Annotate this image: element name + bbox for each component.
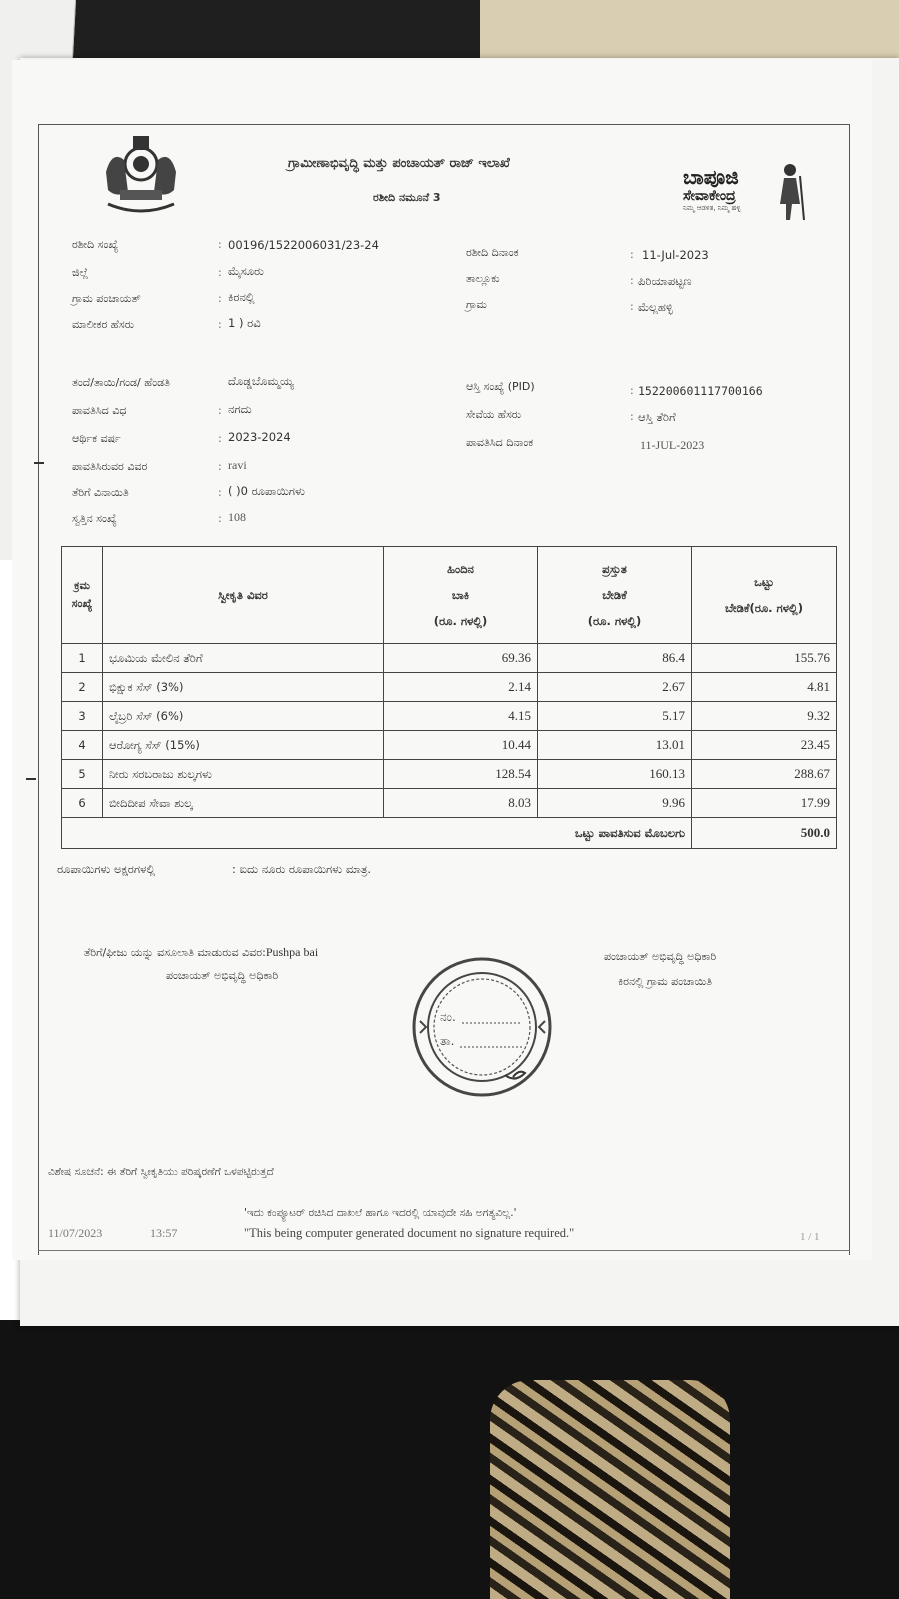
receipt-date-label: ರಶೀದಿ ದಿನಾಂಕ — [466, 246, 519, 259]
colon: : — [218, 266, 222, 279]
print-time: 13:57 — [150, 1226, 178, 1240]
row-curr: 9.96 — [538, 789, 692, 818]
table-row — [62, 789, 837, 818]
receipt-no: 00196/1522006031/23-24 — [228, 238, 379, 252]
officer-office: ಕಿರನಲ್ಲಿ ಗ್ರಾಮ ಪಂಚಾಯಿತಿ — [618, 975, 713, 988]
gram-panchayat: ಕಿರನಲ್ಲಿ — [228, 290, 255, 304]
margin-mark — [34, 462, 44, 464]
row-sn: 4 — [62, 731, 103, 760]
col-current-line1: ಪ್ರಸ್ತುತ — [602, 562, 627, 576]
exemption-label: ತೆರಿಗೆ ವಿನಾಯಿತಿ — [72, 486, 129, 499]
page-number: 1 / 1 — [800, 1231, 820, 1243]
receipt-date: 11-Jul-2023 — [642, 248, 709, 262]
row-sn: 6 — [62, 789, 103, 818]
relation-name: ದೊಡ್ಡಬೊಮ್ಮಯ್ಯ — [228, 374, 294, 388]
panchayat-seal-icon — [410, 955, 555, 1100]
colon: : — [630, 384, 634, 397]
collector-role: ಪಂಚಾಯತ್ ಅಭಿವೃದ್ಧಿ ಅಧಿಕಾರಿ — [166, 969, 279, 982]
stamp-date-label: ತಾ. — [440, 1034, 455, 1048]
service-name: ಆಸ್ತಿ ತೆರಿಗೆ — [638, 410, 676, 424]
row-prev: 8.03 — [384, 789, 538, 818]
district: ಮೈಸೂರು — [228, 264, 264, 278]
footer-rule — [38, 1250, 850, 1251]
col-current-line3: (ರೂ. ಗಳಲ್ಲಿ) — [587, 614, 642, 628]
row-sn: 2 — [62, 673, 103, 702]
payment-mode: ನಗದು — [228, 402, 252, 416]
service-label: ಸೇವೆಯ ಹೆಸರು — [466, 408, 522, 421]
colon: : — [218, 460, 222, 473]
colon: : — [630, 410, 634, 423]
amount-words-label: ರೂಪಾಯಿಗಳು ಅಕ್ಷರಗಳಲ್ಲಿ — [57, 862, 156, 876]
col-current — [538, 547, 692, 644]
colon: : — [218, 238, 222, 251]
table-row — [62, 644, 837, 673]
generated-note-english: "This being computer generated document no signature required." — [244, 1226, 575, 1240]
payer-label: ಪಾವತಿಸಿರುವರ ವಿವರ — [72, 460, 148, 473]
col-previous-line1: ಹಿಂದಿನ — [447, 562, 474, 576]
paid-date-label: ಪಾವತಿಸಿದ ದಿನಾಂಕ — [466, 436, 534, 449]
row-curr: 160.13 — [538, 760, 692, 789]
serial-label: ಸ್ವತ್ತಿನ ಸಂಖ್ಯೆ — [72, 512, 117, 525]
amount-words: : ಐದು ನೂರು ರೂಪಾಯಿಗಳು ಮಾತ್ರ. — [232, 862, 372, 876]
state-emblem-icon — [100, 132, 182, 220]
col-previous-line3: (ರೂ. ಗಳಲ್ಲಿ) — [433, 614, 488, 628]
department-title: ಗ್ರಾಮೀಣಾಭಿವೃದ್ಧಿ ಮತ್ತು ಪಂಚಾಯತ್ ರಾಜ್ ಇಲಾಖೆ — [288, 156, 510, 171]
col-total-line1: ಒಟ್ಟು — [754, 575, 774, 589]
gandhi-figure-icon — [770, 162, 810, 222]
patterned-fabric — [490, 1380, 730, 1599]
cloth-background — [0, 1320, 899, 1599]
financial-year: 2023-2024 — [228, 430, 291, 444]
colon: : — [218, 318, 222, 331]
table-row — [62, 731, 837, 760]
taluk: ಪಿರಿಯಾಪಟ್ಟಣ — [638, 274, 692, 288]
row-desc: ಬೀದಿದೀಪ ಸೇವಾ ಶುಲ್ಕ — [103, 789, 384, 818]
form-name: ರಶೀದಿ ನಮೂನೆ 3 — [373, 191, 441, 204]
row-prev: 10.44 — [384, 731, 538, 760]
col-previous — [384, 547, 538, 644]
row-desc: ಭೂಮಿಯ ಮೇಲಿನ ತೆರಿಗೆ — [103, 644, 384, 673]
row-curr: 13.01 — [538, 731, 692, 760]
district-label: ಜಿಲ್ಲೆ — [72, 266, 89, 279]
total-row — [62, 818, 837, 849]
collector-line — [84, 945, 318, 960]
row-total: 155.76 — [692, 644, 837, 673]
colon: : — [218, 432, 222, 445]
row-total: 17.99 — [692, 789, 837, 818]
gp-label: ಗ್ರಾಮ ಪಂಚಾಯತ್ — [72, 292, 141, 305]
colon: : — [218, 404, 222, 417]
brand-name: ಬಾಪೂಜಿ — [683, 165, 739, 189]
row-total: 23.45 — [692, 731, 837, 760]
row-desc: ಲೈಬ್ರರಿ ಸೆಸ್ (6%) — [103, 702, 384, 731]
row-curr: 2.67 — [538, 673, 692, 702]
row-sn: 3 — [62, 702, 103, 731]
print-date: 11/07/2023 — [48, 1226, 103, 1240]
table-row — [62, 702, 837, 731]
officer-designation: ಪಂಚಾಯತ್ ಅಭಿವೃದ್ಧಿ ಅಧಿಕಾರಿ — [604, 950, 717, 963]
col-sn: ಕ್ರಮ ಸಂಖ್ಯೆ — [62, 547, 103, 644]
row-curr: 5.17 — [538, 702, 692, 731]
owner-label: ಮಾಲೀಕರ ಹೆಸರು — [72, 318, 135, 331]
fy-label: ಆರ್ಥಿಕ ವರ್ಷ — [72, 432, 121, 445]
col-previous-line2: ಬಾಕಿ — [451, 588, 470, 602]
brand-tagline: ನಿಮ್ಮ ಆಡಳಿತ, ನಿಮ್ಮ ಹಳ್ಳಿ — [683, 204, 741, 212]
row-prev: 4.15 — [384, 702, 538, 731]
table-row — [62, 673, 837, 702]
village-label: ಗ್ರಾಮ — [466, 298, 487, 311]
stamp-no-label: ನಂ. — [440, 1010, 456, 1024]
colon: : — [630, 248, 634, 261]
generated-note-kannada: 'ಇದು ಕಂಪ್ಯೂಟರ್ ರಚಿಸಿದ ದಾಖಲೆ ಹಾಗೂ ಇದರಲ್ಲಿ ಯಾವುದೇ ಸಹಿ ಅಗತ್ಯವಿಲ್ಲ.' — [244, 1207, 517, 1219]
total-amount: 500.0 — [692, 818, 837, 849]
row-desc: ನೀರು ಸರಬರಾಜು ಶುಲ್ಕಗಳು — [103, 760, 384, 789]
pid-label: ಆಸ್ತಿ ಸಂಖ್ಯೆ (PID) — [466, 380, 535, 393]
serial-no: 108 — [228, 510, 246, 524]
row-desc: ಆರೋಗ್ಯ ಸೆಸ್ (15%) — [103, 731, 384, 760]
table-row — [62, 760, 837, 789]
row-prev: 69.36 — [384, 644, 538, 673]
col-current-line2: ಬೇಡಿಕೆ — [602, 588, 627, 602]
paid-date: 11-JUL-2023 — [640, 438, 705, 452]
row-sn: 1 — [62, 644, 103, 673]
exemption: ( )0 ರೂಪಾಯಿಗಳು — [228, 484, 305, 498]
relation-label: ತಂದೆ/ತಾಯಿ/ಗಂಡ/ ಹೆಂಡತಿ — [72, 376, 170, 389]
col-total-line2: ಬೇಡಿಕೆ(ರೂ. ಗಳಲ್ಲಿ) — [725, 601, 803, 615]
col-total — [692, 547, 837, 644]
colon: : — [630, 300, 634, 313]
village: ಮೆಲ್ಲಹಳ್ಳಿ — [638, 300, 673, 314]
row-sn: 5 — [62, 760, 103, 789]
taluk-label: ತಾಲ್ಲೂಕು — [466, 272, 500, 285]
receipt-no-label: ರಶೀದಿ ಸಂಖ್ಯೆ — [72, 238, 119, 251]
collector-name: Pushpa bai — [265, 945, 319, 959]
row-prev: 2.14 — [384, 673, 538, 702]
special-note: ವಿಶೇಷ ಸೂಚನೆ: ಈ ತೆರಿಗೆ ಸ್ವೀಕೃತಿಯು ಪರಿಷ್ಕರಣೆಗೆ ಒಳಪಟ್ಟಿರುತ್ತದೆ — [48, 1166, 274, 1178]
colon: : — [218, 292, 222, 305]
pid: 152200601117700166 — [638, 384, 763, 398]
payer-name: ravi — [228, 458, 247, 472]
row-desc: ಭಿಕ್ಷುಕ ಸೆಸ್ (3%) — [103, 673, 384, 702]
margin-mark — [26, 778, 36, 780]
colon: : — [630, 274, 634, 287]
row-total: 9.32 — [692, 702, 837, 731]
row-curr: 86.4 — [538, 644, 692, 673]
row-total: 4.81 — [692, 673, 837, 702]
row-prev: 128.54 — [384, 760, 538, 789]
total-label: ಒಟ್ಟು ಪಾವತಿಸುವ ಮೊಬಲಗು — [62, 818, 692, 849]
collector-label: ತೆರಿಗೆ/ಫೀಜು ಯನ್ನು ವಸೂಲಾತಿ ಮಾಡುರುವ ವಿವರ: — [84, 946, 266, 959]
colon: : — [218, 512, 222, 525]
payment-mode-label: ಪಾವತಿಸಿದ ವಿಧ — [72, 404, 127, 417]
col-description: ಸ್ವೀಕೃತಿ ವಿವರ — [103, 547, 384, 644]
dark-object — [60, 0, 480, 60]
receipt-table — [61, 546, 837, 849]
brand-subtitle: ಸೇವಾಕೇಂದ್ರ — [683, 188, 736, 204]
row-total: 288.67 — [692, 760, 837, 789]
table-header-row — [62, 547, 837, 644]
colon: : — [218, 486, 222, 499]
owner-name: 1 ) ರವಿ — [228, 316, 261, 330]
